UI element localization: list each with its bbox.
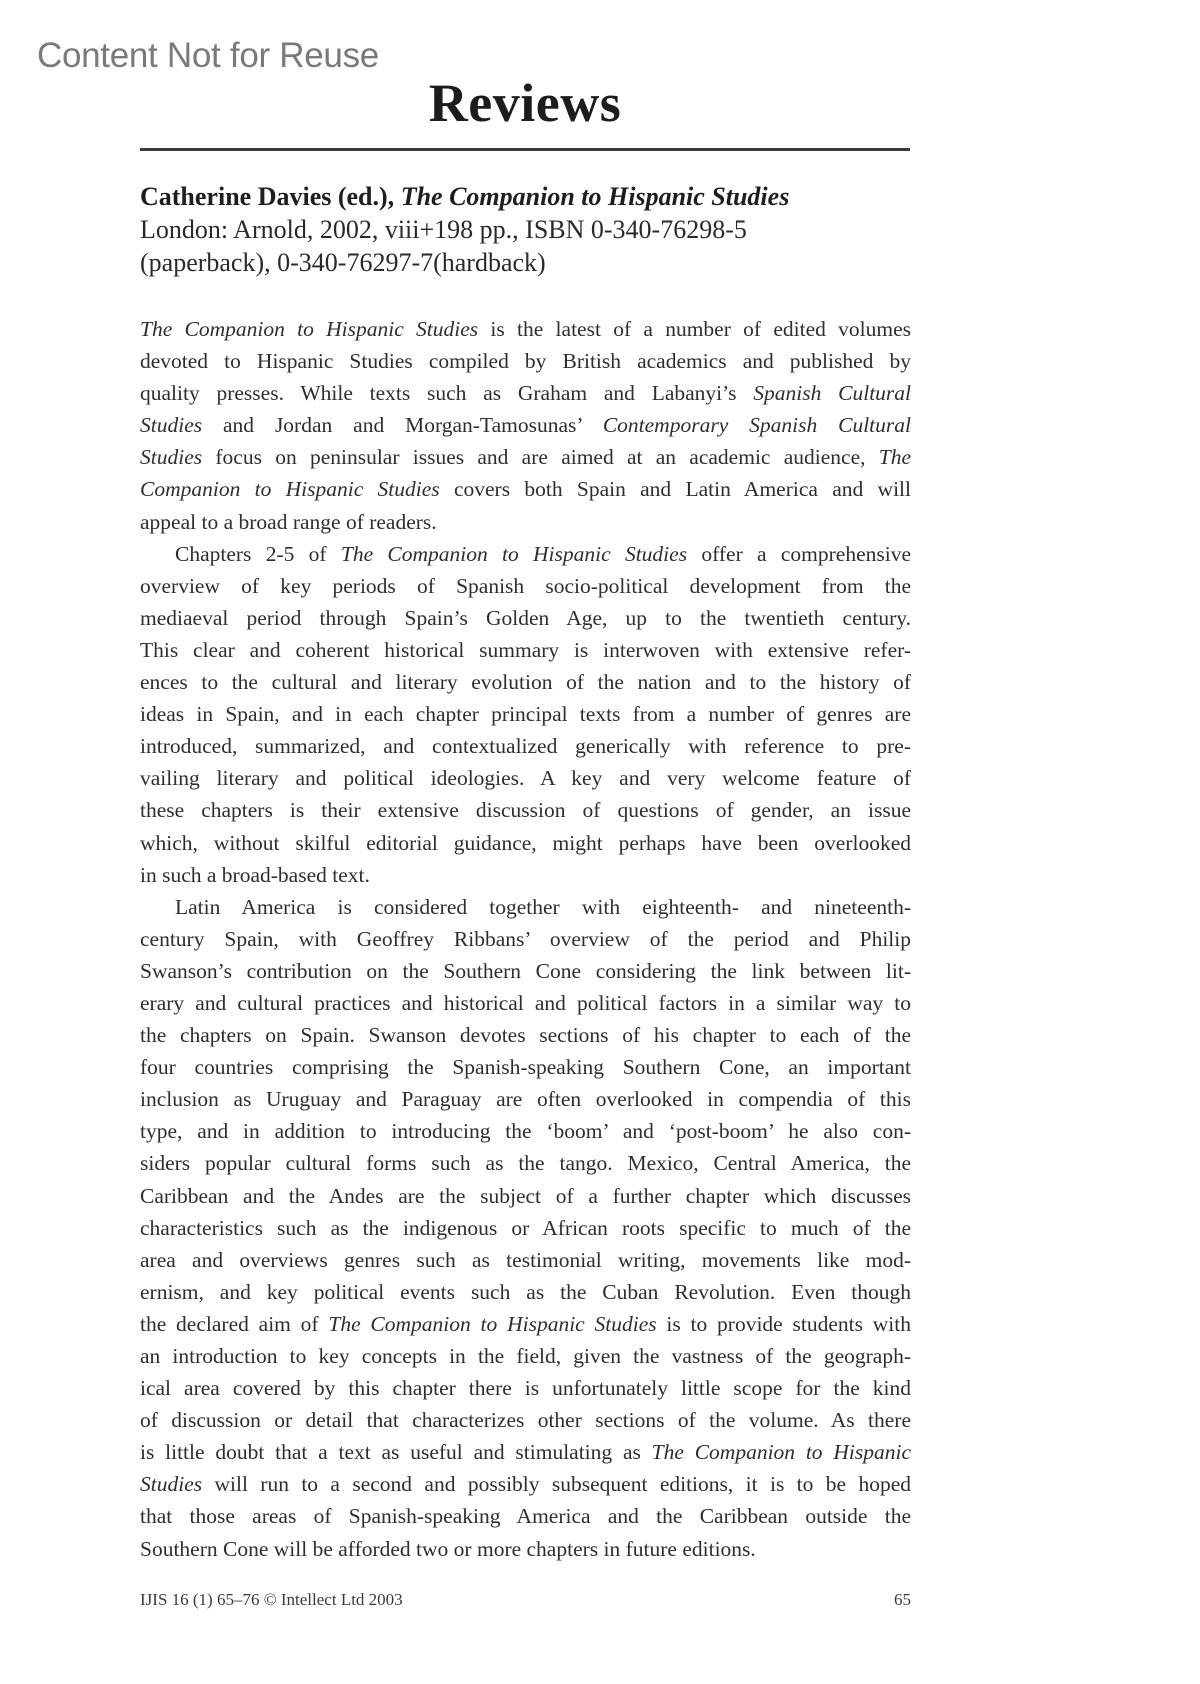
- text-line: of discussion or detail that characterizes other sections of the volume. As there: [140, 1408, 911, 1433]
- italic-title: Studies: [140, 1472, 203, 1497]
- text-line: Caribbean and the Andes are the subject of a further chapter which discusses: [140, 1183, 911, 1208]
- text-line: This clear and coherent historical summary is interwoven with extensive refer-: [140, 637, 911, 662]
- review-citation: [140, 180, 920, 279]
- italic-title: The Companion to Hispanic Studies: [340, 541, 688, 566]
- page-number: 65: [894, 1590, 911, 1609]
- text-line: inclusion as Uruguay and Paraguay are often overlooked in compendia of this: [140, 1087, 911, 1112]
- italic-title: Companion to Hispanic Studies: [140, 477, 440, 502]
- citation-author: Catherine Davies (ed.),: [140, 182, 395, 211]
- text-line: overview of key periods of Spanish socio-political development from the: [140, 573, 911, 598]
- italic-title: The Companion to Hispanic Studies: [140, 317, 479, 341]
- text-line: ical area covered by this chapter there is unfortunately little scope for the kind: [140, 1376, 911, 1401]
- citation-heading: [140, 180, 920, 213]
- text-line: introduced, summarized, and contextualized generically with reference to pre-: [140, 734, 911, 759]
- text-line: the chapters on Spain. Swanson devotes sections of his chapter to each of the: [140, 1023, 911, 1048]
- text-line: the declared aim of The Companion to Hispanic Studies is to provide students with: [140, 1311, 911, 1336]
- text-line: vailing literary and political ideologies. A key and very welcome feature of: [140, 766, 911, 791]
- text-line: an introduction to key concepts in the field, given the vastness of the geograph-: [140, 1344, 911, 1368]
- section-title: Reviews: [428, 73, 622, 133]
- italic-title: The Companion to Hispanic Studies: [328, 1311, 657, 1336]
- watermark: Content Not for Reuse: [37, 36, 379, 75]
- text-line: type, and in addition to introducing the ‘boom’ and ‘post-boom’ he also con-: [140, 1119, 911, 1144]
- text-line: quality presses. While texts such as Graham and Labanyi’s Spanish Cultural: [140, 381, 912, 406]
- text-line: mediaeval period through Spain’s Golden Age, up to the twentieth century.: [140, 605, 911, 630]
- text-line: Studies will run to a second and possibly subsequent editions, it is to be hoped: [140, 1472, 911, 1497]
- text-line: Chapters 2-5 of The Companion to Hispanic Studies offer a comprehensive: [175, 541, 911, 566]
- text-line: characteristics such as the indigenous or African roots specific to much of the: [140, 1215, 911, 1240]
- text-line: which, without skilful editorial guidance, might perhaps have been overlooked: [140, 830, 911, 855]
- text-line: ences to the cultural and literary evolution of the nation and to the history of: [140, 670, 911, 695]
- text-line: is little doubt that a text as useful and stimulating as The Companion to Hispanic: [140, 1440, 911, 1465]
- text-line: Southern Cone will be afforded two or more chapters in future editions.: [140, 1536, 756, 1561]
- text-line: The Companion to Hispanic Studies is the latest of a number of edited volumes: [140, 317, 911, 341]
- italic-title: The: [878, 445, 911, 470]
- review-paragraph: [140, 891, 911, 1565]
- title-rule: [140, 148, 910, 151]
- journal-reference: IJIS 16 (1) 65–76 © Intellect Ltd 2003: [140, 1590, 403, 1609]
- text-line: Latin America is considered together with eighteenth- and nineteenth-: [175, 894, 911, 919]
- citation-isbn: (paperback), 0-340-76297-7(hardback): [140, 248, 546, 277]
- italic-title: Contemporary Spanish Cultural: [602, 413, 911, 438]
- text-line: Companion to Hispanic Studies covers both Spain and Latin America and will: [140, 477, 911, 502]
- italic-title: Studies: [140, 445, 203, 470]
- text-line: in such a broad-based text.: [140, 862, 370, 887]
- page-footer: [140, 1590, 911, 1610]
- text-line: area and overviews genres such as testimonial writing, movements like mod-: [140, 1247, 911, 1272]
- text-line: ideas in Spain, and in each chapter principal texts from a number of genres are: [140, 702, 911, 727]
- text-line: Studies and Jordan and Morgan-Tamosunas’ Contemporary Spanish Cultural: [140, 413, 911, 438]
- text-line: four countries comprising the Spanish-speaking Southern Cone, an important: [140, 1055, 911, 1080]
- text-line: these chapters is their extensive discussion of questions of gender, an issue: [140, 798, 911, 823]
- italic-title: The Companion to Hispanic: [651, 1440, 911, 1465]
- review-paragraph: [140, 313, 911, 538]
- text-line: erary and cultural practices and historical and political factors in a similar way to: [140, 990, 911, 1015]
- text-line: century Spain, with Geoffrey Ribbans’ overview of the period and Philip: [140, 926, 911, 951]
- review-body: [140, 313, 911, 1565]
- text-line: that those areas of Spanish-speaking America and the Caribbean outside the: [140, 1504, 911, 1529]
- review-paragraph: [140, 538, 911, 891]
- text-line: ernism, and key political events such as the Cuban Revolution. Even though: [140, 1279, 911, 1304]
- text-line: devoted to Hispanic Studies compiled by British academics and published by: [140, 349, 911, 374]
- citation-book-title: The Companion to Hispanic Studies: [400, 182, 790, 211]
- italic-title: Studies: [140, 413, 203, 438]
- text-line: appeal to a broad range of readers.: [140, 509, 437, 534]
- text-line: siders popular cultural forms such as the tango. Mexico, Central America, the: [140, 1151, 911, 1176]
- citation-publication: London: Arnold, 2002, viii+198 pp., ISBN 0-340-76298-5: [140, 215, 747, 244]
- italic-title: Spanish Cultural: [753, 381, 912, 406]
- text-line: Swanson’s contribution on the Southern Cone considering the link between lit-: [140, 958, 911, 983]
- text-line: Studies focus on peninsular issues and are aimed at an academic audience, The: [140, 445, 911, 470]
